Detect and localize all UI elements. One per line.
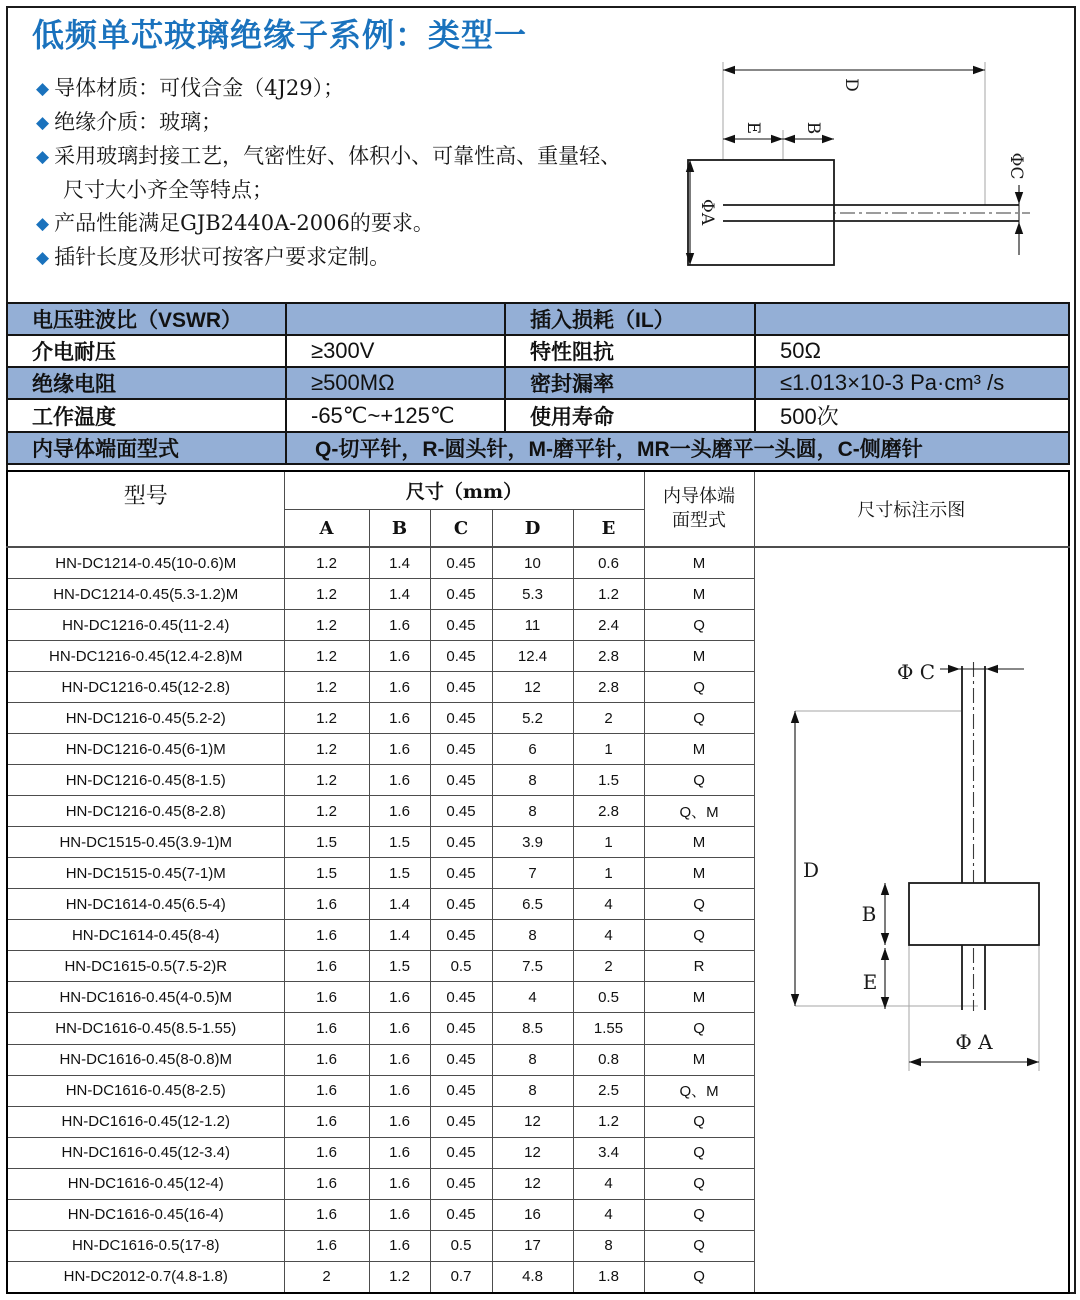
- spec-table: [6, 302, 1070, 465]
- cell-a: 1.2: [284, 579, 369, 610]
- cell-c: 0.45: [430, 734, 492, 765]
- cell-a: 1.2: [284, 765, 369, 796]
- cell-type: R: [644, 951, 754, 982]
- cell-model: HN-DC1616-0.45(12-4): [7, 1168, 284, 1199]
- spec-value: [286, 303, 505, 335]
- cell-a: 1.2: [284, 610, 369, 641]
- cell-model: HN-DC1214-0.45(5.3-1.2)M: [7, 579, 284, 610]
- cell-e: 1.55: [573, 1013, 644, 1044]
- cell-e: 3.4: [573, 1137, 644, 1168]
- cell-d: 8: [492, 920, 573, 951]
- spec-value: 50Ω: [755, 335, 1069, 367]
- spec-label: 工作温度: [7, 399, 286, 432]
- cell-model: HN-DC1216-0.45(8-2.8): [7, 796, 284, 827]
- feature-text: 采用玻璃封接工艺，气密性好、体积小、可靠性高、重量轻、: [54, 144, 622, 168]
- spec-value: Q-切平针，R-圆头针，M-磨平针，MR一头磨平一头圆，C-侧磨针: [286, 432, 1069, 464]
- cell-type: M: [644, 858, 754, 889]
- cell-a: 1.5: [284, 827, 369, 858]
- cell-model: HN-DC1216-0.45(12.4-2.8)M: [7, 641, 284, 672]
- cell-type: Q: [644, 765, 754, 796]
- feature-item: [36, 140, 676, 174]
- header-diagram: 尺寸标注示图: [754, 471, 1069, 547]
- cell-type: Q: [644, 610, 754, 641]
- cell-e: 1: [573, 734, 644, 765]
- cell-type: Q: [644, 1013, 754, 1044]
- cell-a: 2: [284, 1261, 369, 1293]
- cell-c: 0.45: [430, 982, 492, 1013]
- cell-c: 0.45: [430, 765, 492, 796]
- cell-model: HN-DC1614-0.45(6.5-4): [7, 889, 284, 920]
- cell-c: 0.45: [430, 889, 492, 920]
- cell-type: Q: [644, 1137, 754, 1168]
- spec-value: 500次: [755, 399, 1069, 432]
- spec-label: 内导体端面型式: [7, 432, 286, 464]
- dim-label-e: E: [862, 970, 877, 994]
- cell-type: M: [644, 734, 754, 765]
- cell-b: 1.6: [369, 734, 430, 765]
- dim-label-phi-a: ΦA: [697, 198, 717, 226]
- bullet-diamond-icon: ◆: [36, 214, 50, 234]
- bullet-diamond-icon: ◆: [36, 147, 50, 167]
- dim-label-phi-c: ΦC: [1006, 152, 1026, 180]
- cell-e: 1.5: [573, 765, 644, 796]
- cell-d: 12.4: [492, 641, 573, 672]
- cell-a: 1.6: [284, 982, 369, 1013]
- cell-model: HN-DC1515-0.45(7-1)M: [7, 858, 284, 889]
- dimension-lines: [795, 669, 1039, 1062]
- cell-d: 16: [492, 1199, 573, 1230]
- spec-row: [7, 335, 1069, 367]
- cell-e: 4: [573, 920, 644, 951]
- cell-a: 1.2: [284, 641, 369, 672]
- cell-c: 0.45: [430, 858, 492, 889]
- cell-model: HN-DC1616-0.45(4-0.5)M: [7, 982, 284, 1013]
- cell-e: 1: [573, 827, 644, 858]
- cell-type: Q: [644, 1168, 754, 1199]
- cell-d: 8: [492, 796, 573, 827]
- cell-c: 0.45: [430, 796, 492, 827]
- page-title: 低频单芯玻璃绝缘子系例：类型一: [32, 17, 528, 53]
- cell-a: 1.6: [284, 1044, 369, 1075]
- cell-type: M: [644, 982, 754, 1013]
- cell-a: 1.6: [284, 951, 369, 982]
- cell-a: 1.6: [284, 1199, 369, 1230]
- spec-value: ≥500MΩ: [286, 367, 505, 399]
- dim-label-phi-c: Φ C: [896, 660, 935, 684]
- cell-e: 0.5: [573, 982, 644, 1013]
- cell-model: HN-DC1515-0.45(3.9-1)M: [7, 827, 284, 858]
- cell-d: 11: [492, 610, 573, 641]
- cell-e: 4: [573, 889, 644, 920]
- cell-b: 1.4: [369, 579, 430, 610]
- cell-b: 1.6: [369, 1168, 430, 1199]
- cell-b: 1.4: [369, 920, 430, 951]
- bullet-diamond-icon: ◆: [36, 113, 50, 133]
- cell-c: 0.45: [430, 1199, 492, 1230]
- cell-d: 12: [492, 1106, 573, 1137]
- cell-d: 12: [492, 1168, 573, 1199]
- header-pin-type: [644, 471, 754, 547]
- cell-type: M: [644, 641, 754, 672]
- feature-item: [36, 207, 676, 241]
- cell-d: 8.5: [492, 1013, 573, 1044]
- cell-d: 17: [492, 1230, 573, 1261]
- dim-label-d: D: [841, 78, 861, 92]
- cell-a: 1.6: [284, 889, 369, 920]
- cell-e: 4: [573, 1168, 644, 1199]
- cell-c: 0.45: [430, 610, 492, 641]
- cell-type: Q: [644, 1261, 754, 1293]
- spec-row: [7, 367, 1069, 399]
- cell-e: 2.8: [573, 796, 644, 827]
- cell-e: 1.8: [573, 1261, 644, 1293]
- cell-e: 1: [573, 858, 644, 889]
- header-col-d: D: [492, 510, 573, 548]
- cell-b: 1.6: [369, 982, 430, 1013]
- cell-b: 1.5: [369, 827, 430, 858]
- cell-e: 0.8: [573, 1044, 644, 1075]
- table-body: [7, 547, 1069, 1293]
- cell-model: HN-DC1616-0.5(17-8): [7, 1230, 284, 1261]
- cell-type: Q: [644, 920, 754, 951]
- dim-label-phi-a: Φ A: [954, 1030, 993, 1054]
- cell-c: 0.45: [430, 641, 492, 672]
- cell-b: 1.6: [369, 703, 430, 734]
- dim-label-b: B: [861, 902, 876, 926]
- cell-type: Q: [644, 672, 754, 703]
- spec-row: [7, 303, 1069, 335]
- cell-c: 0.45: [430, 827, 492, 858]
- cell-c: 0.45: [430, 1044, 492, 1075]
- cell-d: 3.9: [492, 827, 573, 858]
- spec-value: [755, 303, 1069, 335]
- cell-b: 1.6: [369, 1230, 430, 1261]
- cell-b: 1.6: [369, 672, 430, 703]
- cell-type: Q、M: [644, 1075, 754, 1106]
- header-col-c: C: [430, 510, 492, 548]
- cell-c: 0.5: [430, 951, 492, 982]
- spec-label: 绝缘电阻: [7, 367, 286, 399]
- cell-c: 0.5: [430, 1230, 492, 1261]
- cell-c: 0.45: [430, 672, 492, 703]
- cell-b: 1.6: [369, 765, 430, 796]
- cell-e: 4: [573, 1199, 644, 1230]
- cell-d: 4.8: [492, 1261, 573, 1293]
- feature-item: [36, 72, 676, 106]
- spec-value: ≥300V: [286, 335, 505, 367]
- cell-type: M: [644, 827, 754, 858]
- cell-a: 1.6: [284, 1106, 369, 1137]
- feature-text: 导体材质：可伐合金（4J29）；: [54, 76, 345, 100]
- cell-a: 1.6: [284, 1075, 369, 1106]
- cell-type: Q: [644, 1106, 754, 1137]
- cell-c: 0.7: [430, 1261, 492, 1293]
- cell-a: 1.2: [284, 796, 369, 827]
- cell-type: M: [644, 579, 754, 610]
- cell-model: HN-DC1616-0.45(8.5-1.55): [7, 1013, 284, 1044]
- cell-a: 1.5: [284, 858, 369, 889]
- feature-item: [36, 106, 676, 140]
- cell-model: HN-DC1616-0.45(12-1.2): [7, 1106, 284, 1137]
- cell-model: HN-DC1616-0.45(8-2.5): [7, 1075, 284, 1106]
- cell-d: 6.5: [492, 889, 573, 920]
- cell-b: 1.4: [369, 889, 430, 920]
- cell-c: 0.45: [430, 579, 492, 610]
- cell-d: 8: [492, 1075, 573, 1106]
- insulator-body: [909, 883, 1039, 945]
- cell-e: 2.8: [573, 672, 644, 703]
- cell-c: 0.45: [430, 1106, 492, 1137]
- cell-b: 1.4: [369, 547, 430, 579]
- feature-text: 绝缘介质：玻璃；: [54, 110, 223, 134]
- spec-value: -65℃~+125℃: [286, 399, 505, 432]
- cell-b: 1.6: [369, 641, 430, 672]
- spec-label: 插入损耗（IL）: [505, 303, 755, 335]
- cell-c: 0.45: [430, 1137, 492, 1168]
- cell-b: 1.6: [369, 1075, 430, 1106]
- cell-model: HN-DC1216-0.45(12-2.8): [7, 672, 284, 703]
- cell-c: 0.45: [430, 920, 492, 951]
- cell-a: 1.6: [284, 1013, 369, 1044]
- spec-value: ≤1.013×10-3 Pa·cm³ /s: [755, 367, 1069, 399]
- cell-d: 8: [492, 765, 573, 796]
- cell-model: HN-DC2012-0.7(4.8-1.8): [7, 1261, 284, 1293]
- header-col-a: A: [284, 510, 369, 548]
- feature-text: 产品性能满足GJB2440A-2006的要求。: [54, 211, 434, 235]
- insulator-side-view-diagram: [660, 40, 1080, 292]
- cell-d: 12: [492, 672, 573, 703]
- cell-e: 2.5: [573, 1075, 644, 1106]
- cell-type: Q: [644, 1230, 754, 1261]
- spec-label: 密封漏率: [505, 367, 755, 399]
- cell-b: 1.6: [369, 1013, 430, 1044]
- cell-model: HN-DC1616-0.45(16-4): [7, 1199, 284, 1230]
- cell-b: 1.6: [369, 1044, 430, 1075]
- cell-e: 2.4: [573, 610, 644, 641]
- spec-label: 电压驻波比（VSWR）: [7, 303, 286, 335]
- cell-a: 1.2: [284, 672, 369, 703]
- cell-type: Q: [644, 889, 754, 920]
- cell-a: 1.6: [284, 1230, 369, 1261]
- cell-model: HN-DC1615-0.5(7.5-2)R: [7, 951, 284, 982]
- feature-text: 尺寸大小齐全等特点；: [63, 178, 273, 202]
- cell-e: 8: [573, 1230, 644, 1261]
- cell-b: 1.6: [369, 1199, 430, 1230]
- cell-model: HN-DC1214-0.45(10-0.6)M: [7, 547, 284, 579]
- cell-a: 1.2: [284, 547, 369, 579]
- header-dimensions-group: 尺寸（mm）: [284, 471, 644, 510]
- cell-e: 2: [573, 951, 644, 982]
- header-pin-type-line2: 面型式: [672, 510, 727, 531]
- feature-item: [36, 174, 676, 207]
- dim-label-e: E: [743, 121, 763, 135]
- cell-d: 7: [492, 858, 573, 889]
- cell-b: 1.6: [369, 1106, 430, 1137]
- cell-model: HN-DC1616-0.45(8-0.8)M: [7, 1044, 284, 1075]
- cell-c: 0.45: [430, 547, 492, 579]
- cell-e: 2: [573, 703, 644, 734]
- cell-d: 10: [492, 547, 573, 579]
- spec-row: [7, 399, 1069, 432]
- spec-label: 使用寿命: [505, 399, 755, 432]
- cell-a: 1.2: [284, 703, 369, 734]
- cell-c: 0.45: [430, 1075, 492, 1106]
- cell-model: HN-DC1216-0.45(5.2-2): [7, 703, 284, 734]
- header-pin-type-line1: 内导体端: [663, 486, 736, 507]
- insulator-vertical-view-diagram: [755, 548, 1069, 1292]
- cell-type: Q: [644, 703, 754, 734]
- header-col-b: B: [369, 510, 430, 548]
- cell-d: 5.3: [492, 579, 573, 610]
- cell-model: HN-DC1216-0.45(8-1.5): [7, 765, 284, 796]
- cell-b: 1.6: [369, 796, 430, 827]
- cell-type: Q: [644, 1199, 754, 1230]
- cell-b: 1.5: [369, 858, 430, 889]
- cell-model: HN-DC1616-0.45(12-3.4): [7, 1137, 284, 1168]
- cell-model: HN-DC1614-0.45(8-4): [7, 920, 284, 951]
- cell-a: 1.6: [284, 1168, 369, 1199]
- dim-label-b: B: [803, 121, 823, 135]
- cell-a: 1.6: [284, 920, 369, 951]
- cell-b: 1.6: [369, 1137, 430, 1168]
- feature-item: [36, 241, 676, 275]
- cell-c: 0.45: [430, 1013, 492, 1044]
- cell-d: 7.5: [492, 951, 573, 982]
- feature-text: 插针长度及形状可按客户要求定制。: [54, 245, 391, 269]
- bullet-diamond-icon: ◆: [36, 248, 50, 268]
- cell-e: 1.2: [573, 579, 644, 610]
- cell-d: 12: [492, 1137, 573, 1168]
- cell-a: 1.2: [284, 734, 369, 765]
- spec-row: [7, 432, 1069, 464]
- cell-d: 8: [492, 1044, 573, 1075]
- cell-e: 0.6: [573, 547, 644, 579]
- cell-e: 1.2: [573, 1106, 644, 1137]
- spec-label: 特性阻抗: [505, 335, 755, 367]
- cell-e: 2.8: [573, 641, 644, 672]
- table-row: [7, 547, 1069, 579]
- dimension-diagram-cell: [754, 547, 1069, 1293]
- cell-d: 4: [492, 982, 573, 1013]
- model-table: [6, 470, 1070, 1294]
- cell-c: 0.45: [430, 703, 492, 734]
- cell-model: HN-DC1216-0.45(11-2.4): [7, 610, 284, 641]
- header-model: 型号: [7, 471, 284, 547]
- cell-c: 0.45: [430, 1168, 492, 1199]
- bullet-diamond-icon: ◆: [36, 79, 50, 99]
- dim-label-d: D: [802, 858, 819, 882]
- cell-type: M: [644, 1044, 754, 1075]
- cell-model: HN-DC1216-0.45(6-1)M: [7, 734, 284, 765]
- table-header-row: [7, 471, 1069, 510]
- feature-list: [36, 72, 676, 275]
- cell-b: 1.6: [369, 610, 430, 641]
- cell-type: M: [644, 547, 754, 579]
- cell-d: 5.2: [492, 703, 573, 734]
- cell-a: 1.6: [284, 1137, 369, 1168]
- header-col-e: E: [573, 510, 644, 548]
- cell-b: 1.2: [369, 1261, 430, 1293]
- spec-label: 介电耐压: [7, 335, 286, 367]
- cell-b: 1.5: [369, 951, 430, 982]
- cell-type: Q、M: [644, 796, 754, 827]
- cell-d: 6: [492, 734, 573, 765]
